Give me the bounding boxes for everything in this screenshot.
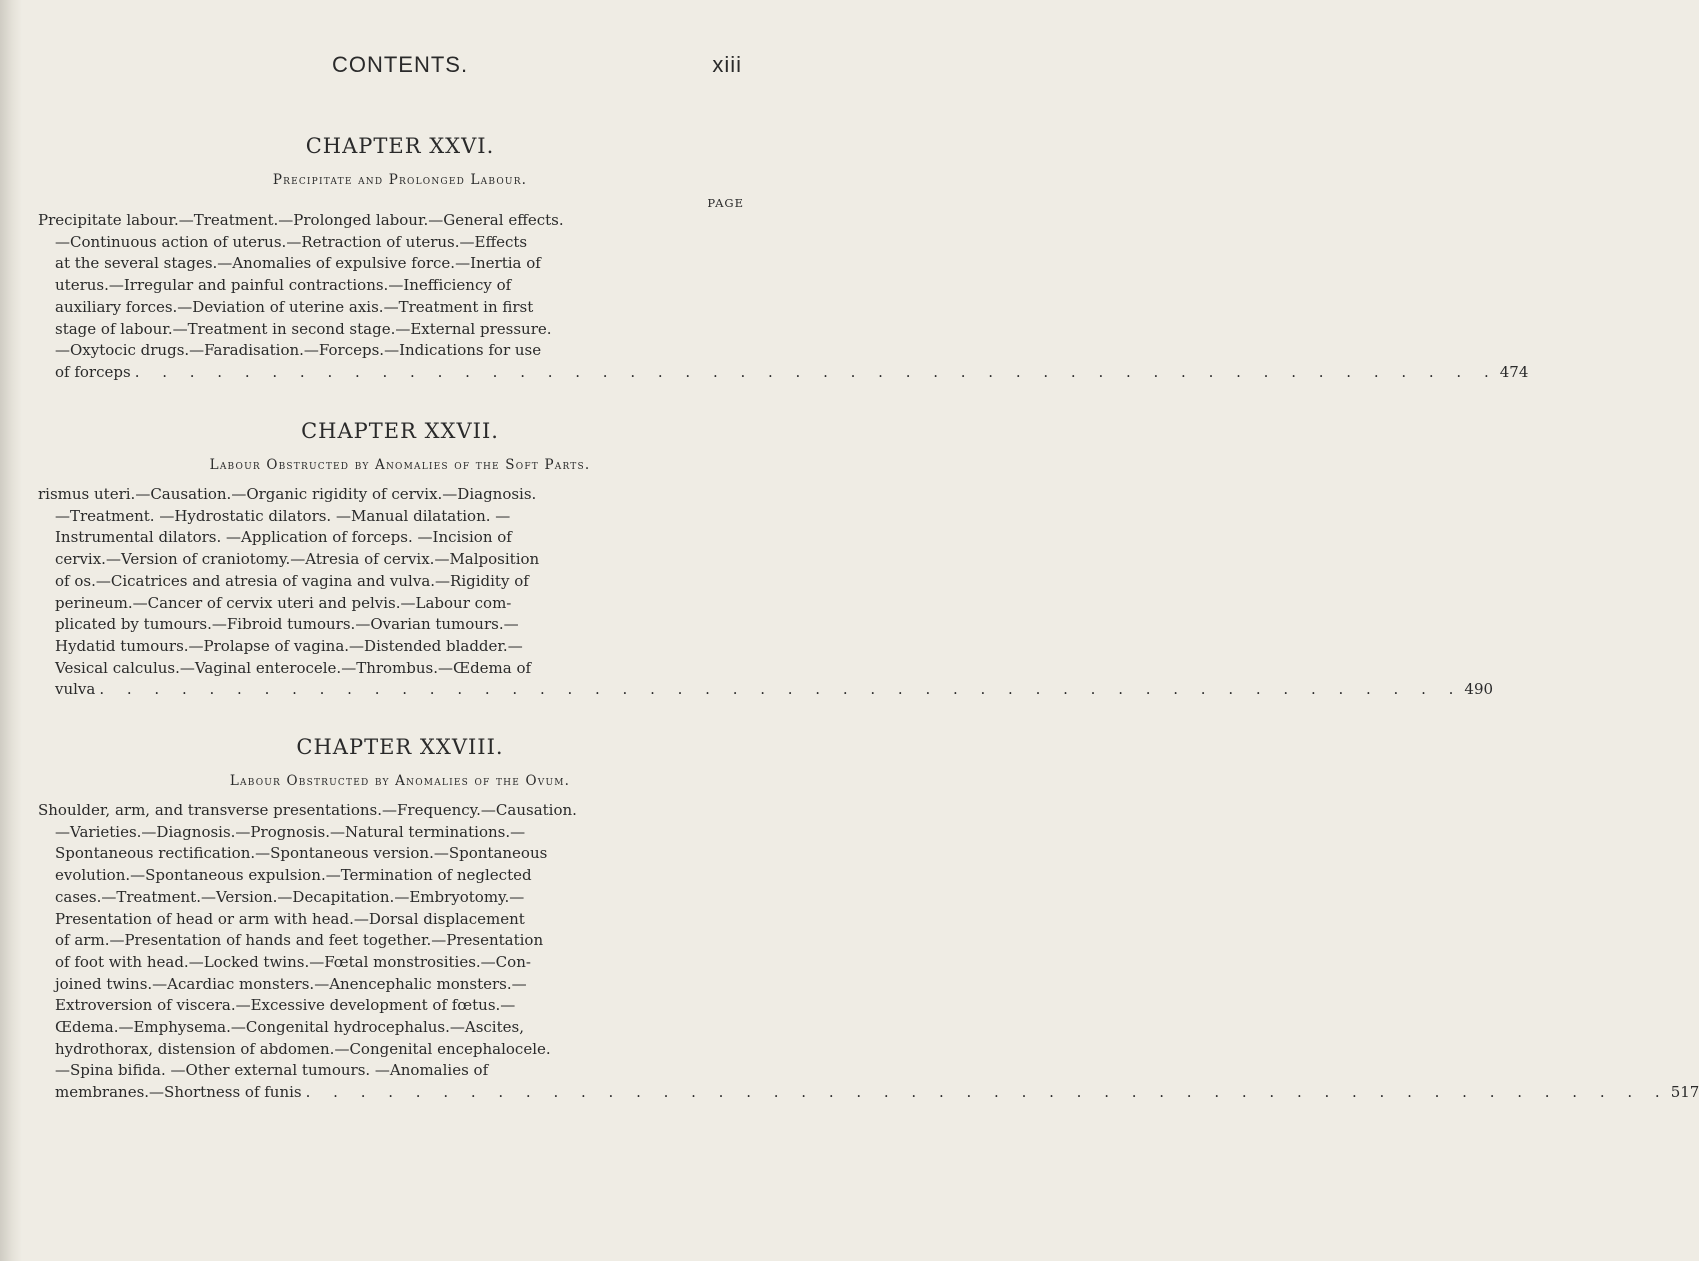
chapter-contents-entry: [38, 800, 1699, 1104]
entry-line: membranes.—Shortness of funis: [55, 1083, 302, 1102]
dot-leader: . . . . . . . . . . . . . . . . . . . . . . . . . . . . . . . . . . . . . . . . . . . . . . . . . .: [134, 362, 1498, 381]
entry-line: stage of labour.—Treatment in second stage.—External pressure.: [55, 319, 552, 338]
entry-line: auxiliary forces.—Deviation of uterine axis.—Treatment in first: [55, 297, 534, 316]
chapter-heading: CHAPTER XXVII.: [301, 419, 499, 443]
dot-leader: . . . . . . . . . . . . . . . . . . . . . . . . . . . . . . . . . . . . . . . . . . . . . . . . . .: [99, 680, 1463, 699]
entry-line: evolution.—Spontaneous expulsion.—Termination of neglected: [55, 866, 532, 885]
entry-line: Precipitate labour.—Treatment.—Prolonged labour.—General effects.: [38, 211, 564, 229]
entry-last-line: [55, 1082, 1699, 1104]
entry-line: Instrumental dilators. —Application of forceps. —Incision of: [55, 528, 512, 547]
entry-line: uterus.—Irregular and painful contractions.—Inefficiency of: [55, 276, 512, 295]
entry-line: vulva: [55, 680, 96, 699]
chapter-subtitle: Labour Obstructed by Anomalies of the Ovum.: [229, 773, 571, 789]
entry-line: plicated by tumours.—Fibroid tumours.—Ovarian tumours.—: [55, 615, 519, 634]
entry-line: cervix.—Version of craniotomy.—Atresia of cervix.—Malposition: [55, 550, 540, 569]
entry-page-number: 517: [1670, 1083, 1699, 1102]
entry-line: perineum.—Cancer of cervix uteri and pelvis.—Labour com-: [55, 593, 512, 612]
entry-line: Extroversion of viscera.—Excessive development of fœtus.—: [55, 996, 516, 1015]
entry-page-number: 490: [1464, 680, 1494, 699]
entry-line: —Continuous action of uterus.—Retraction of uterus.—Effects: [55, 232, 528, 251]
entry-line: Hydatid tumours.—Prolapse of vagina.—Distended bladder.—: [55, 636, 523, 655]
dot-leader: . . . . . . . . . . . . . . . . . . . . . . . . . . . . . . . . . . . . . . . . . . . . . . . . . .: [305, 1083, 1669, 1102]
entry-line: of os.—Cicatrices and atresia of vagina and vulva.—Rigidity of: [55, 571, 529, 590]
entry-line: —Varieties.—Diagnosis.—Prognosis.—Natural terminations.—: [55, 822, 526, 841]
entry-last-line: [55, 679, 1494, 701]
entry-line: Spontaneous rectification.—Spontaneous version.—Spontaneous: [55, 844, 548, 863]
entry-line: Shoulder, arm, and transverse presentations.—Frequency.—Causation.: [38, 801, 577, 819]
entry-line: Œdema.—Emphysema.—Congenital hydrocephalus.—Ascites,: [55, 1018, 524, 1037]
chapter-contents-entry: [38, 484, 1494, 701]
entry-line: Presentation of head or arm with head.—Dorsal displacement: [55, 909, 525, 928]
entry-line: hydrothorax, distension of abdomen.—Congenital encephalocele.: [55, 1039, 551, 1058]
page-column-label: PAGE: [707, 196, 744, 210]
running-head-title: CONTENTS.: [331, 52, 469, 77]
page-folio: xiii: [712, 52, 742, 77]
page-spine-shadow: [0, 0, 22, 1261]
entry-line: of foot with head.—Locked twins.—Fœtal monstrosities.—Con-: [55, 952, 531, 971]
chapter-subtitle: Labour Obstructed by Anomalies of the Soft Parts.: [209, 457, 591, 473]
entry-page-number: 474: [1499, 362, 1529, 381]
entry-line: —Spina bifida. —Other external tumours. —Anomalies of: [55, 1061, 489, 1080]
entry-line: rismus uteri.—Causation.—Organic rigidity of cervix.—Diagnosis.: [38, 485, 537, 503]
entry-line: at the several stages.—Anomalies of expulsive force.—Inertia of: [55, 254, 541, 273]
entry-line: cases.—Treatment.—Version.—Decapitation.—Embryotomy.—: [55, 887, 525, 906]
chapter-heading: CHAPTER XXVIII.: [296, 735, 504, 759]
entry-last-line: [55, 362, 1529, 384]
entry-line: joined twins.—Acardiac monsters.—Anencephalic monsters.—: [55, 974, 527, 993]
entry-line: Vesical calculus.—Vaginal enterocele.—Thrombus.—Œdema of: [55, 658, 532, 677]
chapter-contents-entry: [38, 210, 1529, 384]
chapter-heading: CHAPTER XXVI.: [305, 134, 495, 158]
running-head: [0, 52, 800, 82]
entry-line: —Treatment. —Hydrostatic dilators. —Manual dilatation. —: [55, 506, 511, 525]
chapter-subtitle: Precipitate and Prolonged Labour.: [272, 172, 528, 188]
entry-line: of forceps: [55, 362, 131, 381]
entry-line: of arm.—Presentation of hands and feet together.—Presentation: [55, 931, 544, 950]
entry-line: —Oxytocic drugs.—Faradisation.—Forceps.—Indications for use: [55, 341, 542, 360]
